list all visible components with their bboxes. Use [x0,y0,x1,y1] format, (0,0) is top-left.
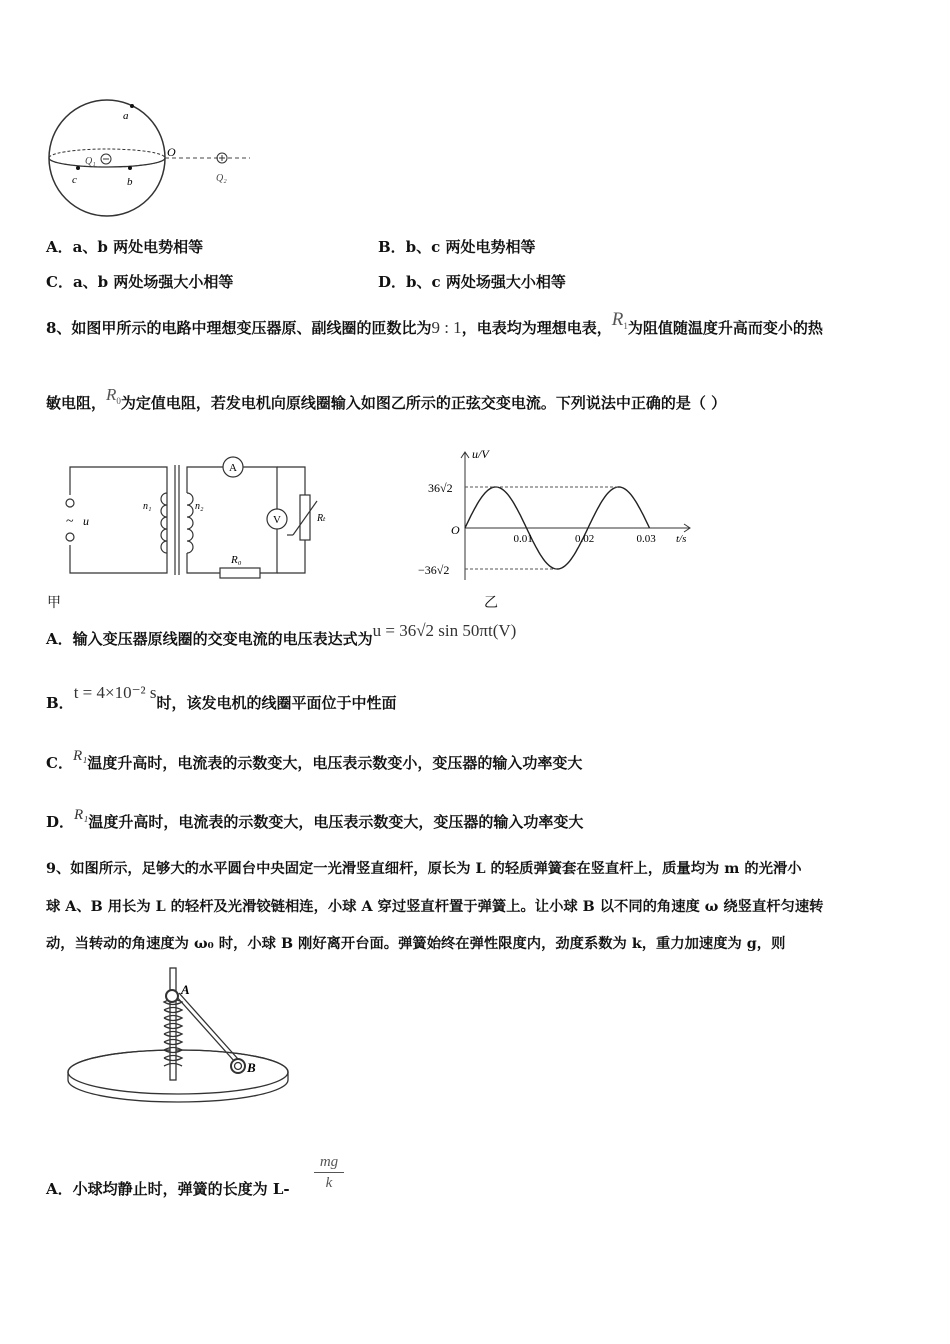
voltmeter-label: V [273,514,281,526]
q7-option-c[interactable]: C．a、b 两处场强大小相等 [46,273,234,291]
x-axis-label: t/s [676,533,687,545]
symbol-r0: R [106,385,117,404]
label-rt: Rₜ [317,513,326,524]
q8-option-b[interactable]: B．t = 4×10⁻² s时，该发电机的线圈平面位于中性面 [46,683,397,712]
y-axis-label: u/V [472,447,489,461]
caption-jia: 甲 [47,595,61,611]
y-tick-label: 36√2 [428,481,453,495]
ac-source-tilde: ~ [66,514,74,529]
q9-fraction [314,1153,344,1193]
q8-option-c[interactable]: C．R₁温度升高时，电流表的示数变大，电压表示数变小，变压器的输入功率变大 [46,748,583,772]
q9-option-a[interactable]: A．小球均静止时，弹簧的长度为 L- [46,1180,290,1198]
q9-stem-line1: 9、如图所示，足够大的水平圆台中央固定一光滑竖直细杆，原长为 L 的轻质弹簧套在竖直杆上，质量均为 m 的光滑小 [46,861,802,877]
label-ball-b: B [247,1060,256,1075]
label-a: a [123,110,129,122]
label-O: O [167,145,176,159]
q8-stem-line1: 8、如图甲所示的电路中理想变压器原、副线圈的匝数比为9 : 1，电表均为理想电表，$R_1$为阻值随温度升高而变小的热 [46,309,823,337]
x-tick-label: 0.01 [513,533,533,545]
fraction-denominator: k [325,1175,333,1191]
label-u: u [83,514,89,528]
q7-option-a[interactable]: A．a、b 两处电势相等 [46,238,204,256]
origin-label: O [451,523,460,537]
label-c: c [72,174,77,186]
ammeter-label: A [229,462,237,474]
q8-stem-line2: 敏电阻，$R_0$为定值电阻，若发电机向原线圈输入如图乙所示的正弦交变电流。下列说法中正确的是（ ） [46,385,727,412]
q7-sphere-figure [40,95,270,225]
q8-option-a[interactable]: A．输入变压器原线圈的交变电流的电压表达式为u = 36√2 sin 50πt(V) [46,621,517,648]
q9-stem-line2: 球 A、B 用长为 L 的轻杆及光滑铰链相连，小球 A 穿过竖直杆置于弹簧上。让小球 B 以不同的角速度 ω 绕竖直杆匀速转 [46,899,824,915]
x-tick-label: 0.02 [575,533,595,545]
label-b: b [127,176,133,188]
q9-stem-line3: 动，当转动的角速度为 ω₀ 时，小球 B 刚好离开台面。弹簧始终在弹性限度内，劲度系数为 k，重力加速度为 g，则 [46,936,786,952]
x-tick-label: 0.03 [636,533,656,545]
q7-option-b[interactable]: B．b、c 两处电势相等 [378,238,536,256]
fraction-numerator: mg [314,1153,344,1173]
q8-circuit-diagram [55,455,335,585]
q7-option-d[interactable]: D．b、c 两处场强大小相等 [378,273,566,291]
y-tick-label: −36√2 [418,563,450,577]
label-n2: n₂ [195,501,204,512]
label-r0: R₀ [231,554,242,566]
label-ball-a: A [181,982,190,997]
label-q2: Q₂ [216,173,227,184]
symbol-r1: R [611,309,624,330]
q9-turntable-figure [60,962,300,1112]
q8-voltage-chart [410,440,700,590]
turns-ratio: 9 : 1 [431,318,462,337]
label-n1: n₁ [143,501,152,512]
caption-yi: 乙 [484,595,498,611]
label-q1: Q₁ [85,156,96,167]
q8-option-d[interactable]: D．R₁温度升高时，电流表的示数变大，电压表示数变大，变压器的输入功率变大 [46,807,584,831]
